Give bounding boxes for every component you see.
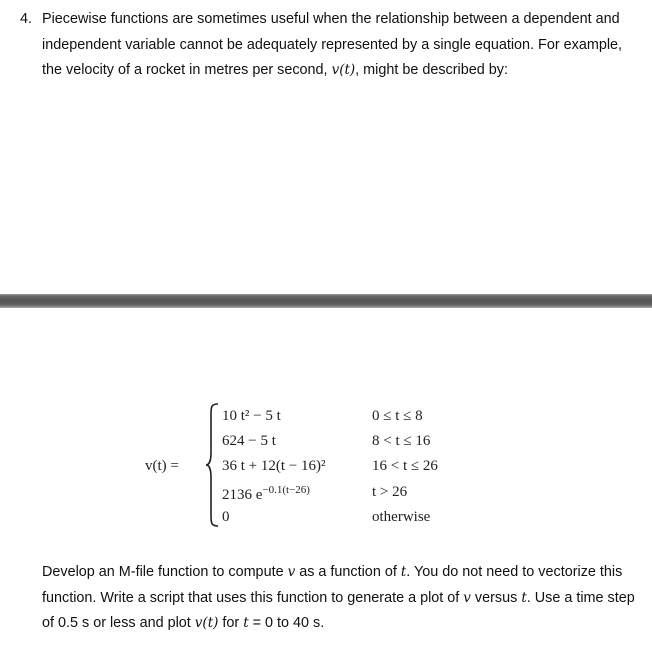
equation-lhs: v(t) = (145, 458, 179, 474)
question-intro (42, 7, 642, 84)
task-text-7: = 0 to 40 s. (248, 615, 325, 631)
left-brace-icon (205, 403, 219, 527)
case-5-expr: 0 (222, 509, 230, 525)
intro-text-2: , might be described by: (355, 62, 508, 78)
task-text-3: . You do not need to vectorize this function. Write a script that uses this function to generate a plot of (42, 564, 623, 606)
case-4-expr (222, 484, 310, 504)
task-var-t-3: t (243, 615, 249, 631)
case-4-base: 2136 e (222, 487, 263, 503)
task-var-t-2: t (521, 589, 527, 606)
case-5-condition: otherwise (372, 509, 431, 525)
case-1-condition: 0 ≤ t ≤ 8 (372, 408, 423, 424)
task-text-6: for (218, 615, 244, 631)
task-text-4: versus (470, 589, 522, 606)
case-2-expr: 624 − 5 t (222, 433, 276, 449)
case-4-condition: t > 26 (372, 484, 408, 500)
task-var-t-1: t (400, 564, 407, 580)
task-text-1: Develop an M-file function to compute (42, 564, 288, 580)
task-var-vt: v(t) (194, 615, 219, 631)
task-var-v-2: v (463, 589, 471, 606)
case-1-expr: 10 t² − 5 t (222, 408, 281, 424)
case-4-exponent: −0.1(t−26) (262, 484, 310, 496)
task-text-2: as a function of (295, 564, 401, 580)
task-var-v-1: v (287, 564, 296, 580)
case-3-expr: 36 t + 12(t − 16)² (222, 458, 326, 474)
intro-variable: v(t) (331, 62, 356, 78)
question-number: 4. (20, 11, 33, 27)
task-text (42, 560, 642, 637)
case-2-condition: 8 < t ≤ 16 (372, 433, 431, 449)
page-divider (0, 294, 652, 308)
intro-text-1: Piecewise functions are sometimes useful when the relationship between a dependent and independent variable cannot be adequately represented by a single equation. For example, the velocity of a rocket in metres per second, (42, 11, 623, 78)
task-text-5: . Use a time step of 0.5 s or less and plot (42, 589, 635, 631)
case-3-condition: 16 < t ≤ 26 (372, 458, 438, 474)
